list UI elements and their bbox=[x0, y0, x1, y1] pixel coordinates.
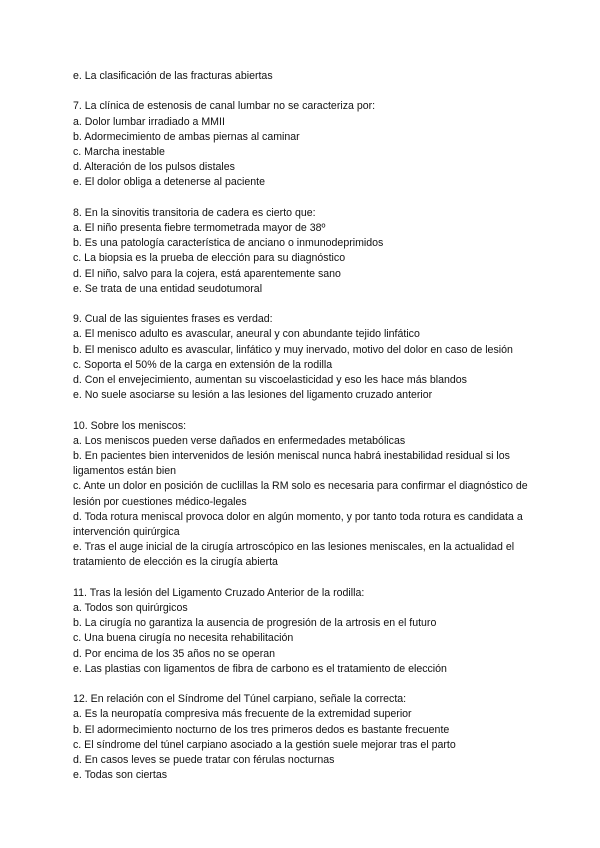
option-e: e. Las plastias con ligamentos de fibra de carbono es el tratamiento de elección bbox=[73, 662, 447, 675]
option-c: c. Ante un dolor en posición de cuclillas la RM solo es necesaria para confirmar el diagnóstico de lesión por cuestiones médico-legales bbox=[73, 480, 528, 508]
question-12 bbox=[73, 692, 543, 783]
option-b: b. La cirugía no garantiza la ausencia de progresión de la artrosis en el futuro bbox=[73, 617, 437, 630]
question-8 bbox=[73, 206, 543, 297]
option-b: b. El adormecimiento nocturno de los tres primeros dedos es bastante frecuente bbox=[73, 723, 450, 736]
option-d: d. Con el envejecimiento, aumentan su viscoelasticidad y eso les hace más blandos bbox=[73, 374, 467, 387]
question-9 bbox=[73, 312, 543, 403]
option-a: a. Es la neuropatía compresiva más frecuente de la extremidad superior bbox=[73, 708, 412, 721]
option-c: c. El síndrome del túnel carpiano asociado a la gestión suele mejorar tras el parto bbox=[73, 738, 456, 751]
question-7 bbox=[73, 99, 543, 190]
option-e: e. Todas son ciertas bbox=[73, 769, 168, 782]
document-page bbox=[73, 69, 543, 799]
option-b: b. En pacientes bien intervenidos de lesión meniscal nunca habrá inestabilidad residual si los ligamentos están bien bbox=[73, 450, 510, 478]
option-c: c. La biopsia es la prueba de elección para su diagnóstico bbox=[73, 252, 346, 265]
lead-option-block bbox=[73, 69, 543, 84]
option-b: b. El menisco adulto es avascular, linfático y muy inervado, motivo del dolor en caso de lesión bbox=[73, 343, 513, 356]
option-a: a. Los meniscos pueden verse dañados en enfermedades metabólicas bbox=[73, 434, 406, 447]
option-b: b. Es una patología característica de anciano o inmunodeprimidos bbox=[73, 237, 384, 250]
question-10 bbox=[73, 419, 543, 571]
option-a: a. El menisco adulto es avascular, aneural y con abundante tejido linfático bbox=[73, 328, 420, 341]
option-d: d. El niño, salvo para la cojera, está aparentemente sano bbox=[73, 267, 341, 280]
question-title: 7. La clínica de estenosis de canal lumbar no se caracteriza por: bbox=[73, 100, 376, 113]
question-title: 12. En relación con el Síndrome del Túnel carpiano, señale la correcta: bbox=[73, 693, 407, 706]
question-11 bbox=[73, 586, 543, 677]
option-c: c. Una buena cirugía no necesita rehabilitación bbox=[73, 632, 294, 645]
option-d: d. Alteración de los pulsos distales bbox=[73, 161, 235, 174]
option-e: e. El dolor obliga a detenerse al paciente bbox=[73, 176, 265, 189]
option-d: d. En casos leves se puede tratar con férulas nocturnas bbox=[73, 754, 335, 767]
option-a: a. El niño presenta fiebre termometrada mayor de 38º bbox=[73, 222, 326, 234]
question-title: 10. Sobre los meniscos: bbox=[73, 419, 187, 432]
option-a: a. Todos son quirúrgicos bbox=[73, 602, 188, 615]
option-d: d. Por encima de los 35 años no se operan bbox=[73, 647, 276, 660]
option-c: c. Soporta el 50% de la carga en extensión de la rodilla bbox=[73, 358, 333, 371]
question-title: 9. Cual de las siguientes frases es verdad: bbox=[73, 313, 273, 326]
option-c: c. Marcha inestable bbox=[73, 146, 165, 158]
option-d: d. Toda rotura meniscal provoca dolor en algún momento, y por tanto toda rotura es candidata a intervención quirúrgica bbox=[73, 510, 523, 539]
option-a: a. Dolor lumbar irradiado a MMII bbox=[73, 115, 225, 128]
option-text: e. La clasificación de las fracturas abiertas bbox=[73, 70, 273, 82]
option-b: b. Adormecimiento de ambas piernas al caminar bbox=[73, 130, 300, 143]
question-title: 11. Tras la lesión del Ligamento Cruzado Anterior de la rodilla: bbox=[73, 586, 365, 599]
option-e: e. Tras el auge inicial de la cirugía artroscópico en las lesiones meniscales, en la actualidad el tratamiento de elección es la cirugía abierta bbox=[73, 541, 515, 569]
option-e: e. No suele asociarse su lesión a las lesiones del ligamento cruzado anterior bbox=[73, 389, 433, 402]
question-title: 8. En la sinovitis transitoria de cadera es cierto que: bbox=[73, 206, 316, 219]
option-e: e. Se trata de una entidad seudotumoral bbox=[73, 282, 263, 295]
